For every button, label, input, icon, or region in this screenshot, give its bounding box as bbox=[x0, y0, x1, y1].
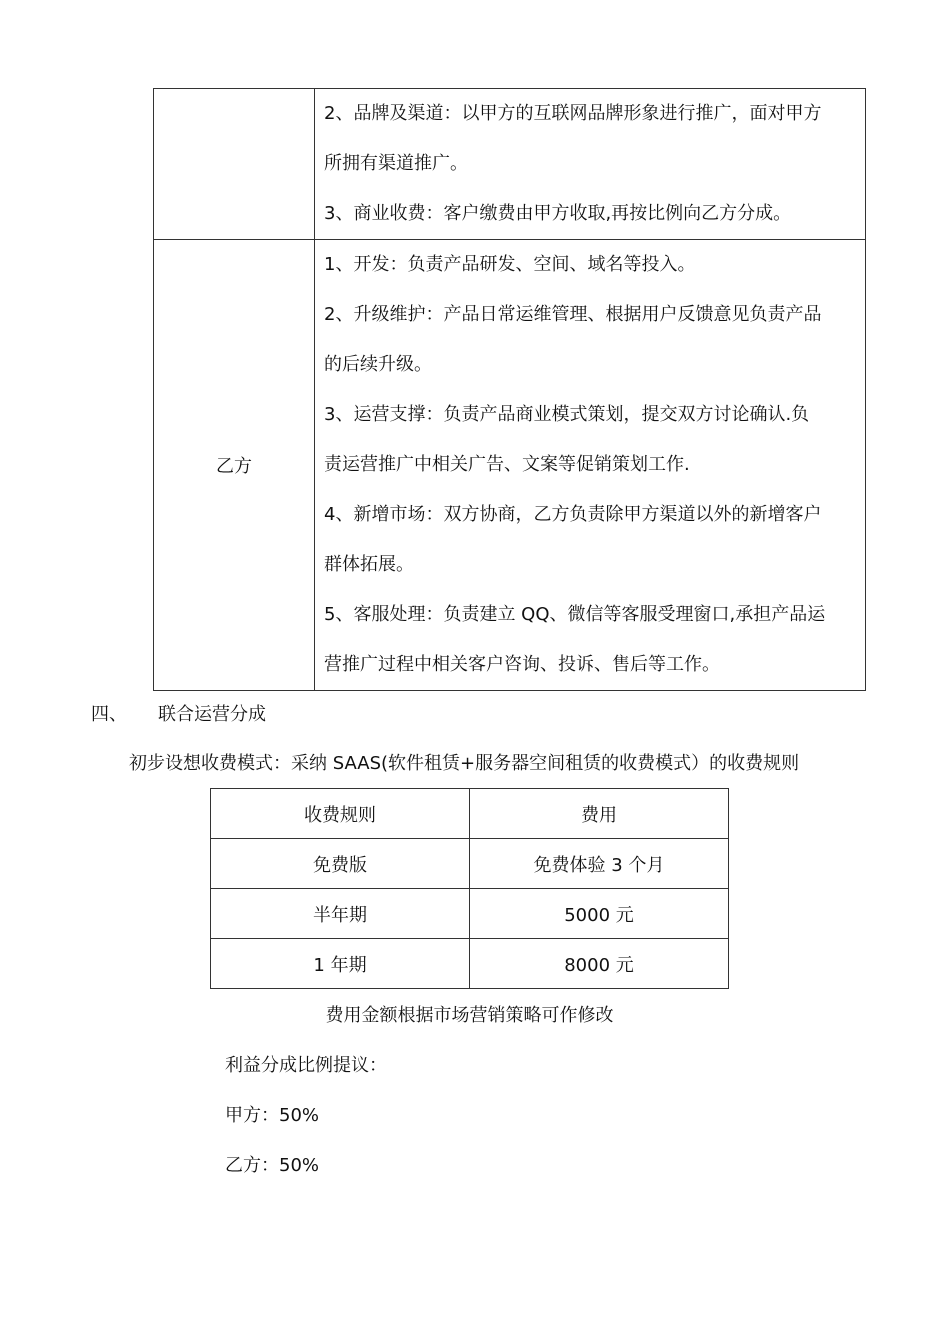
responsibility-line: 5、客服处理：负责建立 QQ、微信等客服受理窗口,承担产品运 bbox=[324, 604, 826, 625]
fee-note: 费用金额根据市场营销策略可作修改 bbox=[325, 1005, 614, 1026]
table-header: 费用 bbox=[470, 789, 729, 839]
table-cell: 免费体验 3 个月 bbox=[470, 839, 729, 889]
party-cell bbox=[154, 89, 315, 240]
responsibility-line: 3、运营支撑：负责产品商业模式策划，提交双方讨论确认.负 bbox=[324, 404, 810, 425]
responsibility-line: 2、品牌及渠道：以甲方的互联网品牌形象进行推广，面对甲方 bbox=[324, 103, 822, 124]
table-header: 收费规则 bbox=[211, 789, 470, 839]
responsibility-line: 所拥有渠道推广。 bbox=[324, 153, 468, 174]
table-cell: 1 年期 bbox=[211, 939, 470, 989]
table-row bbox=[211, 839, 729, 889]
table-header-row bbox=[211, 789, 729, 839]
table-cell: 免费版 bbox=[211, 839, 470, 889]
table-row bbox=[211, 889, 729, 939]
responsibility-line: 4、新增市场：双方协商，乙方负责除甲方渠道以外的新增客户 bbox=[324, 504, 822, 525]
responsibility-line: 1、开发：负责产品研发、空间、域名等投入。 bbox=[324, 254, 696, 275]
section-title: 联合运营分成 bbox=[158, 704, 266, 725]
table-row bbox=[154, 240, 866, 691]
responsibility-line: 群体拓展。 bbox=[324, 554, 414, 575]
table-row bbox=[211, 939, 729, 989]
responsibility-cell bbox=[315, 240, 866, 691]
table-cell: 半年期 bbox=[211, 889, 470, 939]
fee-table bbox=[210, 788, 729, 989]
table-cell: 8000 元 bbox=[470, 939, 729, 989]
party-cell: 乙方 bbox=[154, 240, 315, 691]
responsibility-line: 的后续升级。 bbox=[324, 354, 432, 375]
section-number: 四、 bbox=[91, 704, 127, 725]
responsibility-line: 营推广过程中相关客户咨询、投诉、售后等工作。 bbox=[324, 654, 720, 675]
responsibility-line: 2、升级维护：产品日常运维管理、根据用户反馈意见负责产品 bbox=[324, 304, 822, 325]
responsibility-table bbox=[153, 88, 866, 691]
party-b-share: 乙方：50% bbox=[225, 1155, 320, 1176]
profit-share-heading: 利益分成比例提议： bbox=[225, 1055, 387, 1076]
responsibility-line: 责运营推广中相关广告、文案等促销策划工作. bbox=[324, 454, 690, 475]
section-intro: 初步设想收费模式：采纳 SAAS(软件租赁+服务器空间租赁的收费模式）的收费规则 bbox=[129, 753, 800, 774]
party-a-share: 甲方：50% bbox=[225, 1105, 320, 1126]
responsibility-line: 3、商业收费：客户缴费由甲方收取,再按比例向乙方分成。 bbox=[324, 203, 792, 224]
table-row bbox=[154, 89, 866, 240]
responsibility-cell bbox=[315, 89, 866, 240]
table-cell: 5000 元 bbox=[470, 889, 729, 939]
